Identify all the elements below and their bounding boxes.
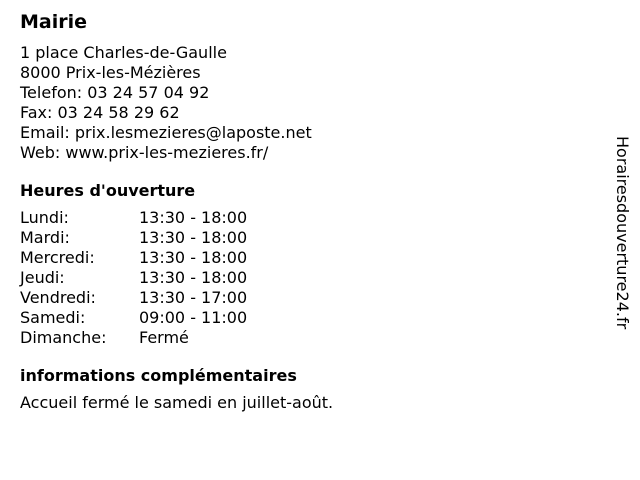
address-line-1: 1 place Charles-de-Gaulle (20, 43, 227, 62)
hours-time: Fermé (139, 328, 189, 347)
hours-row-thursday (20, 268, 580, 288)
hours-row-wednesday (20, 248, 580, 268)
additional-info-text: Accueil fermé le samedi en juillet-août. (20, 393, 334, 412)
opening-hours-table (20, 208, 580, 348)
site-brand-watermark: Horairesdouverture24.fr (613, 136, 632, 330)
email-address: Email: prix.lesmezieres@laposte.net (20, 123, 312, 142)
page-title: Mairie (20, 11, 88, 33)
hours-time: 13:30 - 18:00 (139, 268, 248, 287)
hours-day: Lundi: (20, 208, 69, 227)
hours-row-saturday (20, 308, 580, 328)
hours-row-tuesday (20, 228, 580, 248)
mairie-card (20, 10, 580, 413)
hours-time: 13:30 - 18:00 (139, 228, 248, 247)
hours-day: Vendredi: (20, 288, 96, 307)
hours-time: 13:30 - 18:00 (139, 208, 248, 227)
hours-row-sunday (20, 328, 580, 348)
hours-time: 13:30 - 17:00 (139, 288, 248, 307)
additional-info-heading: informations complémentaires (20, 366, 297, 385)
hours-time: 09:00 - 11:00 (139, 308, 248, 327)
hours-day: Jeudi: (20, 268, 65, 287)
contact-details (20, 43, 580, 163)
website-address: Web: www.prix-les-mezieres.fr/ (20, 143, 269, 162)
hours-day: Mercredi: (20, 248, 95, 267)
hours-time: 13:30 - 18:00 (139, 248, 248, 267)
hours-row-friday (20, 288, 580, 308)
hours-row-monday (20, 208, 580, 228)
hours-day: Samedi: (20, 308, 86, 327)
opening-hours-heading: Heures d'ouverture (20, 181, 196, 200)
address-line-2: 8000 Prix-les-Mézières (20, 63, 201, 82)
hours-day: Mardi: (20, 228, 70, 247)
fax-number: Fax: 03 24 58 29 62 (20, 103, 180, 122)
phone-number: Telefon: 03 24 57 04 92 (20, 83, 210, 102)
hours-day: Dimanche: (20, 328, 107, 347)
